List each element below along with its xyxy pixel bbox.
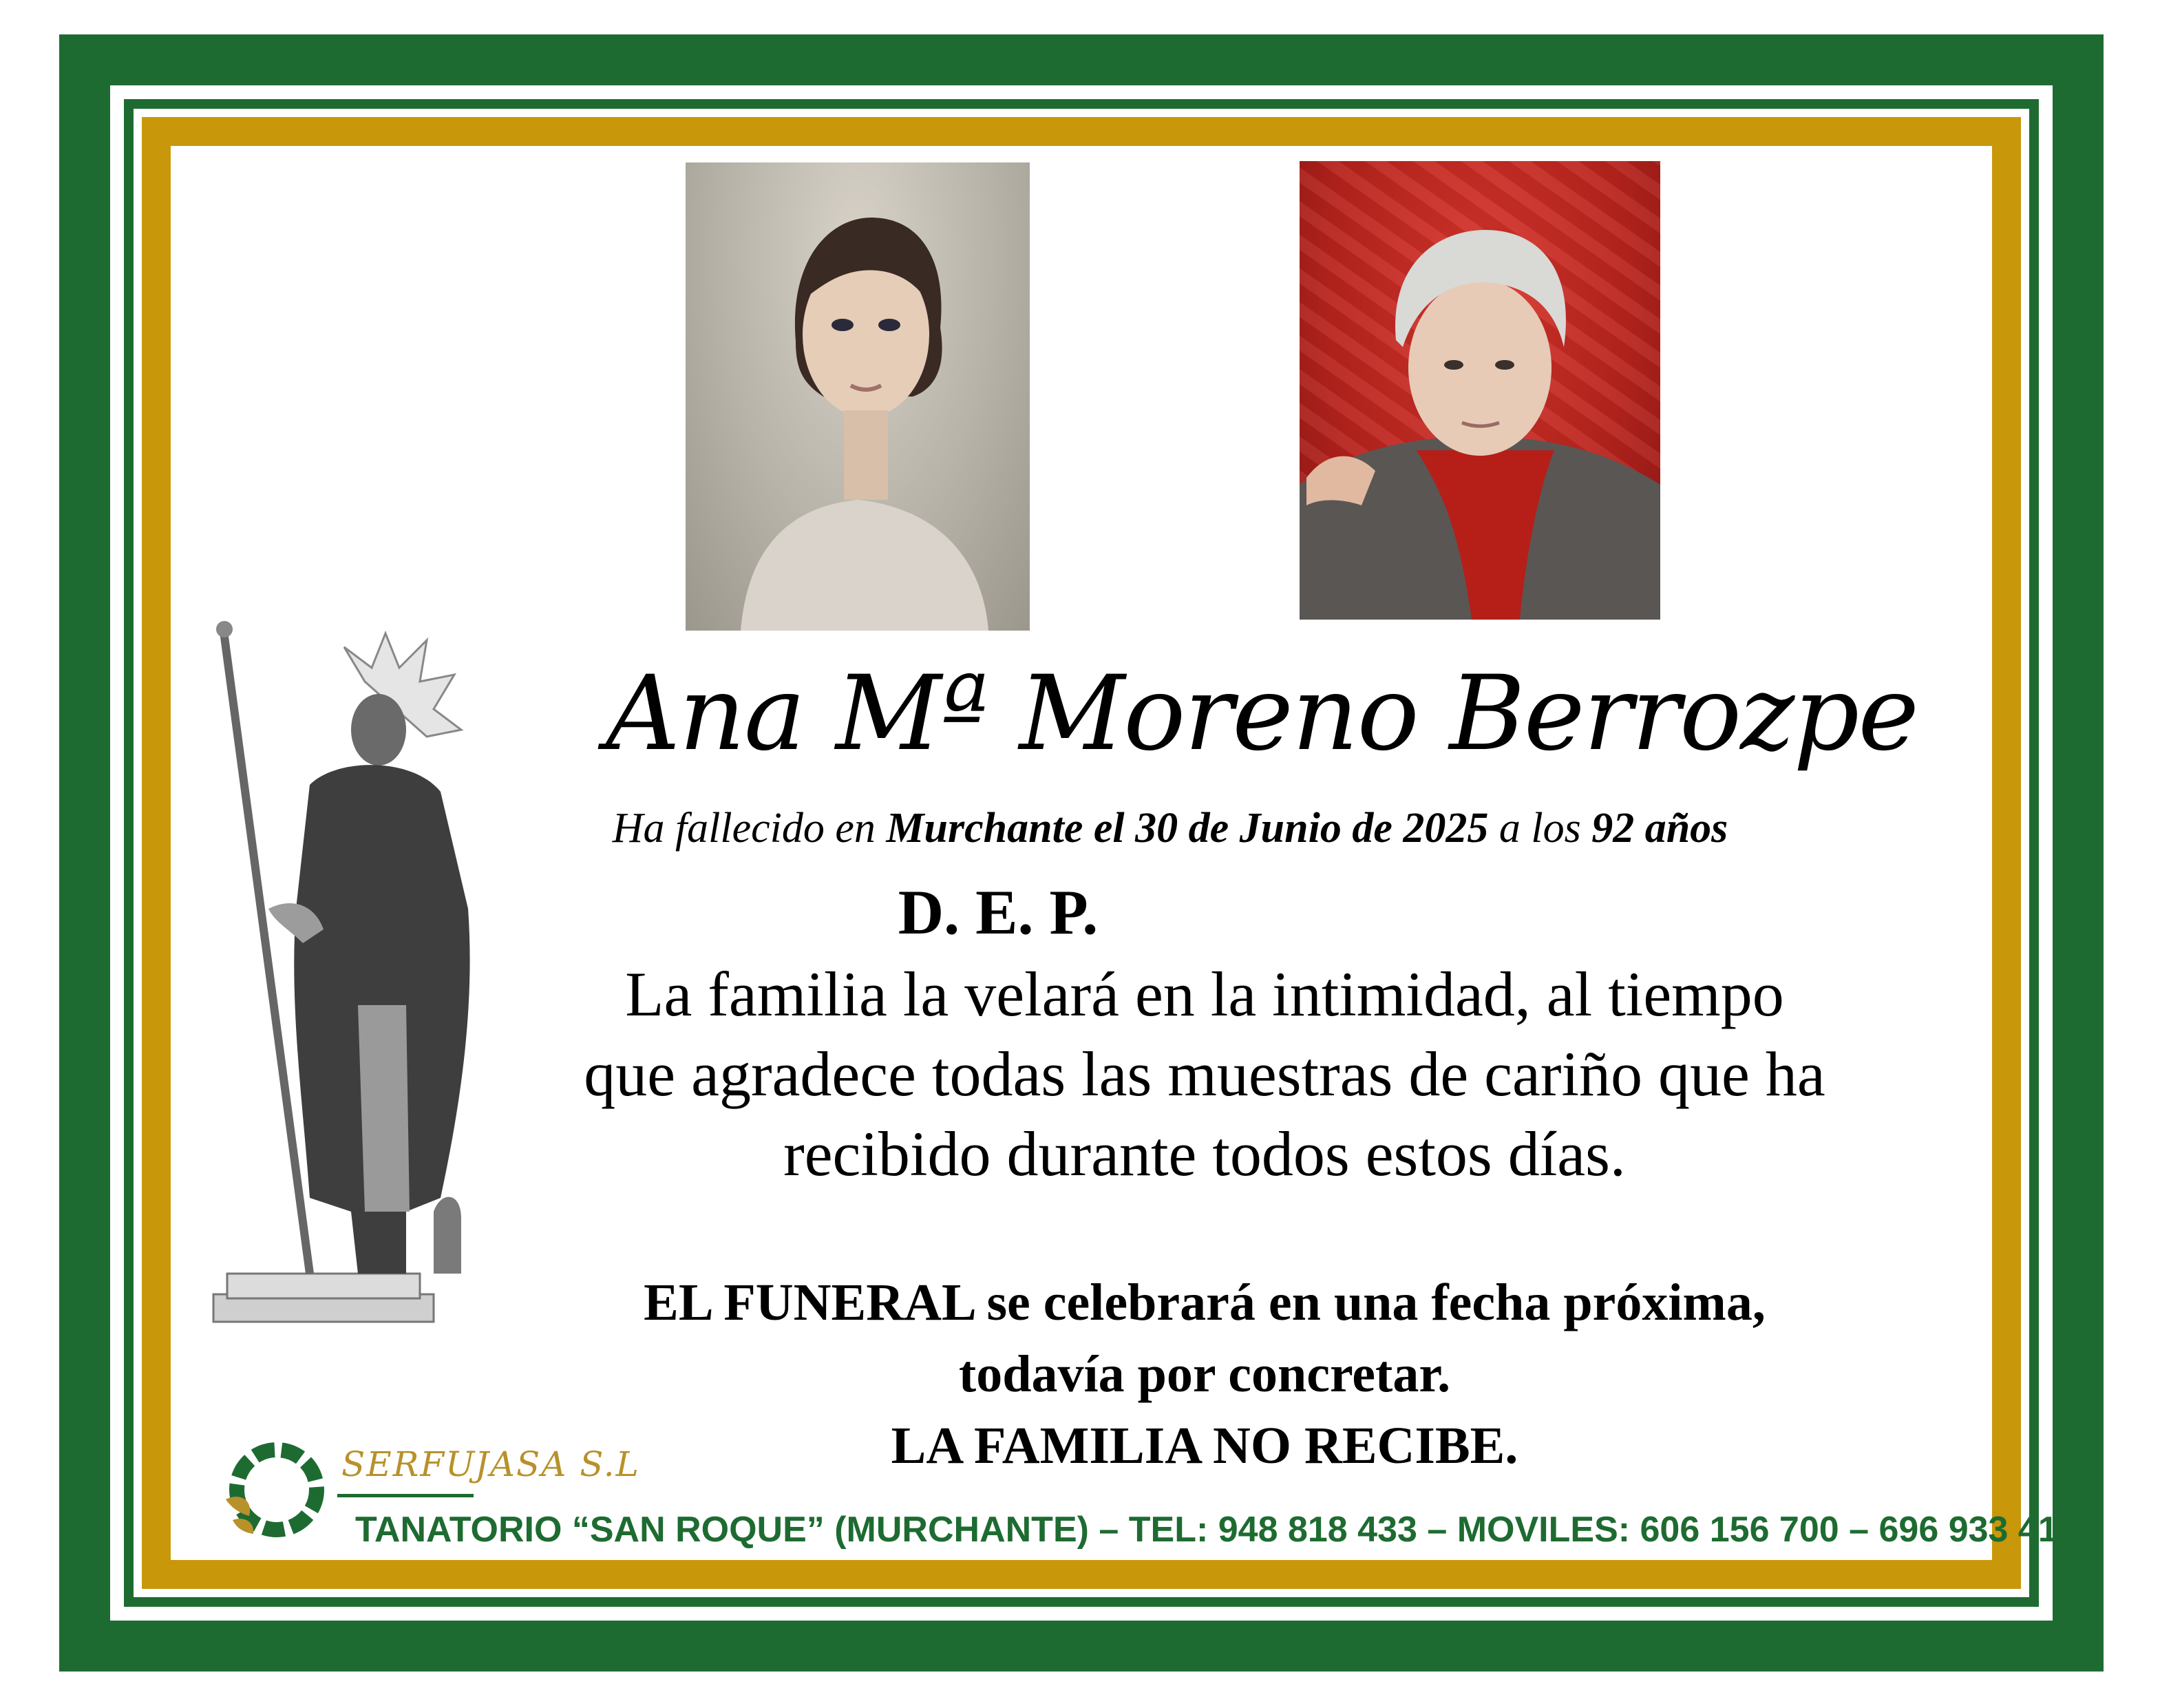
company-logo-text: SERFUJASA S.L xyxy=(341,1444,640,1484)
funeral-line: LA FAMILIA NO RECIBE. xyxy=(891,1417,1518,1475)
funeral-info xyxy=(413,1267,1996,1482)
funeral-line: todavía por concretar. xyxy=(958,1345,1451,1403)
death-age: 92 años xyxy=(1591,805,1728,852)
age-prefix: a los xyxy=(1488,805,1592,852)
death-place-date: Murchante el 30 de Junio de 2025 xyxy=(886,805,1489,852)
family-message-line: recibido durante todos estos días. xyxy=(783,1119,1626,1189)
logo-underline xyxy=(337,1494,474,1497)
serfujasa-logo-icon xyxy=(219,1431,329,1548)
elderly-portrait-photo xyxy=(1300,161,1660,620)
death-prefix: Ha fallecido en xyxy=(612,805,887,852)
funeral-home-contact: TANATORIO “SAN ROQUE” (MURCHANTE) – TEL: 948 818 433 – MOVILES: 606 156 700 – 696 933 415 xyxy=(355,1510,2078,1550)
deceased-name: Ana Mª Moreno Berrozpe xyxy=(606,654,1918,774)
family-message-line: La familia la velará en la intimidad, al tiempo xyxy=(625,959,1784,1029)
funeral-line: EL FUNERAL se celebrará en una fecha próxima, xyxy=(644,1274,1766,1331)
family-message xyxy=(413,954,1996,1194)
death-notice-line xyxy=(413,804,1927,853)
dep-heading: D. E. P. xyxy=(898,877,1099,947)
young-portrait-photo xyxy=(686,162,1030,631)
family-message-line: que agradece todas las muestras de cariño que ha xyxy=(584,1039,1825,1109)
